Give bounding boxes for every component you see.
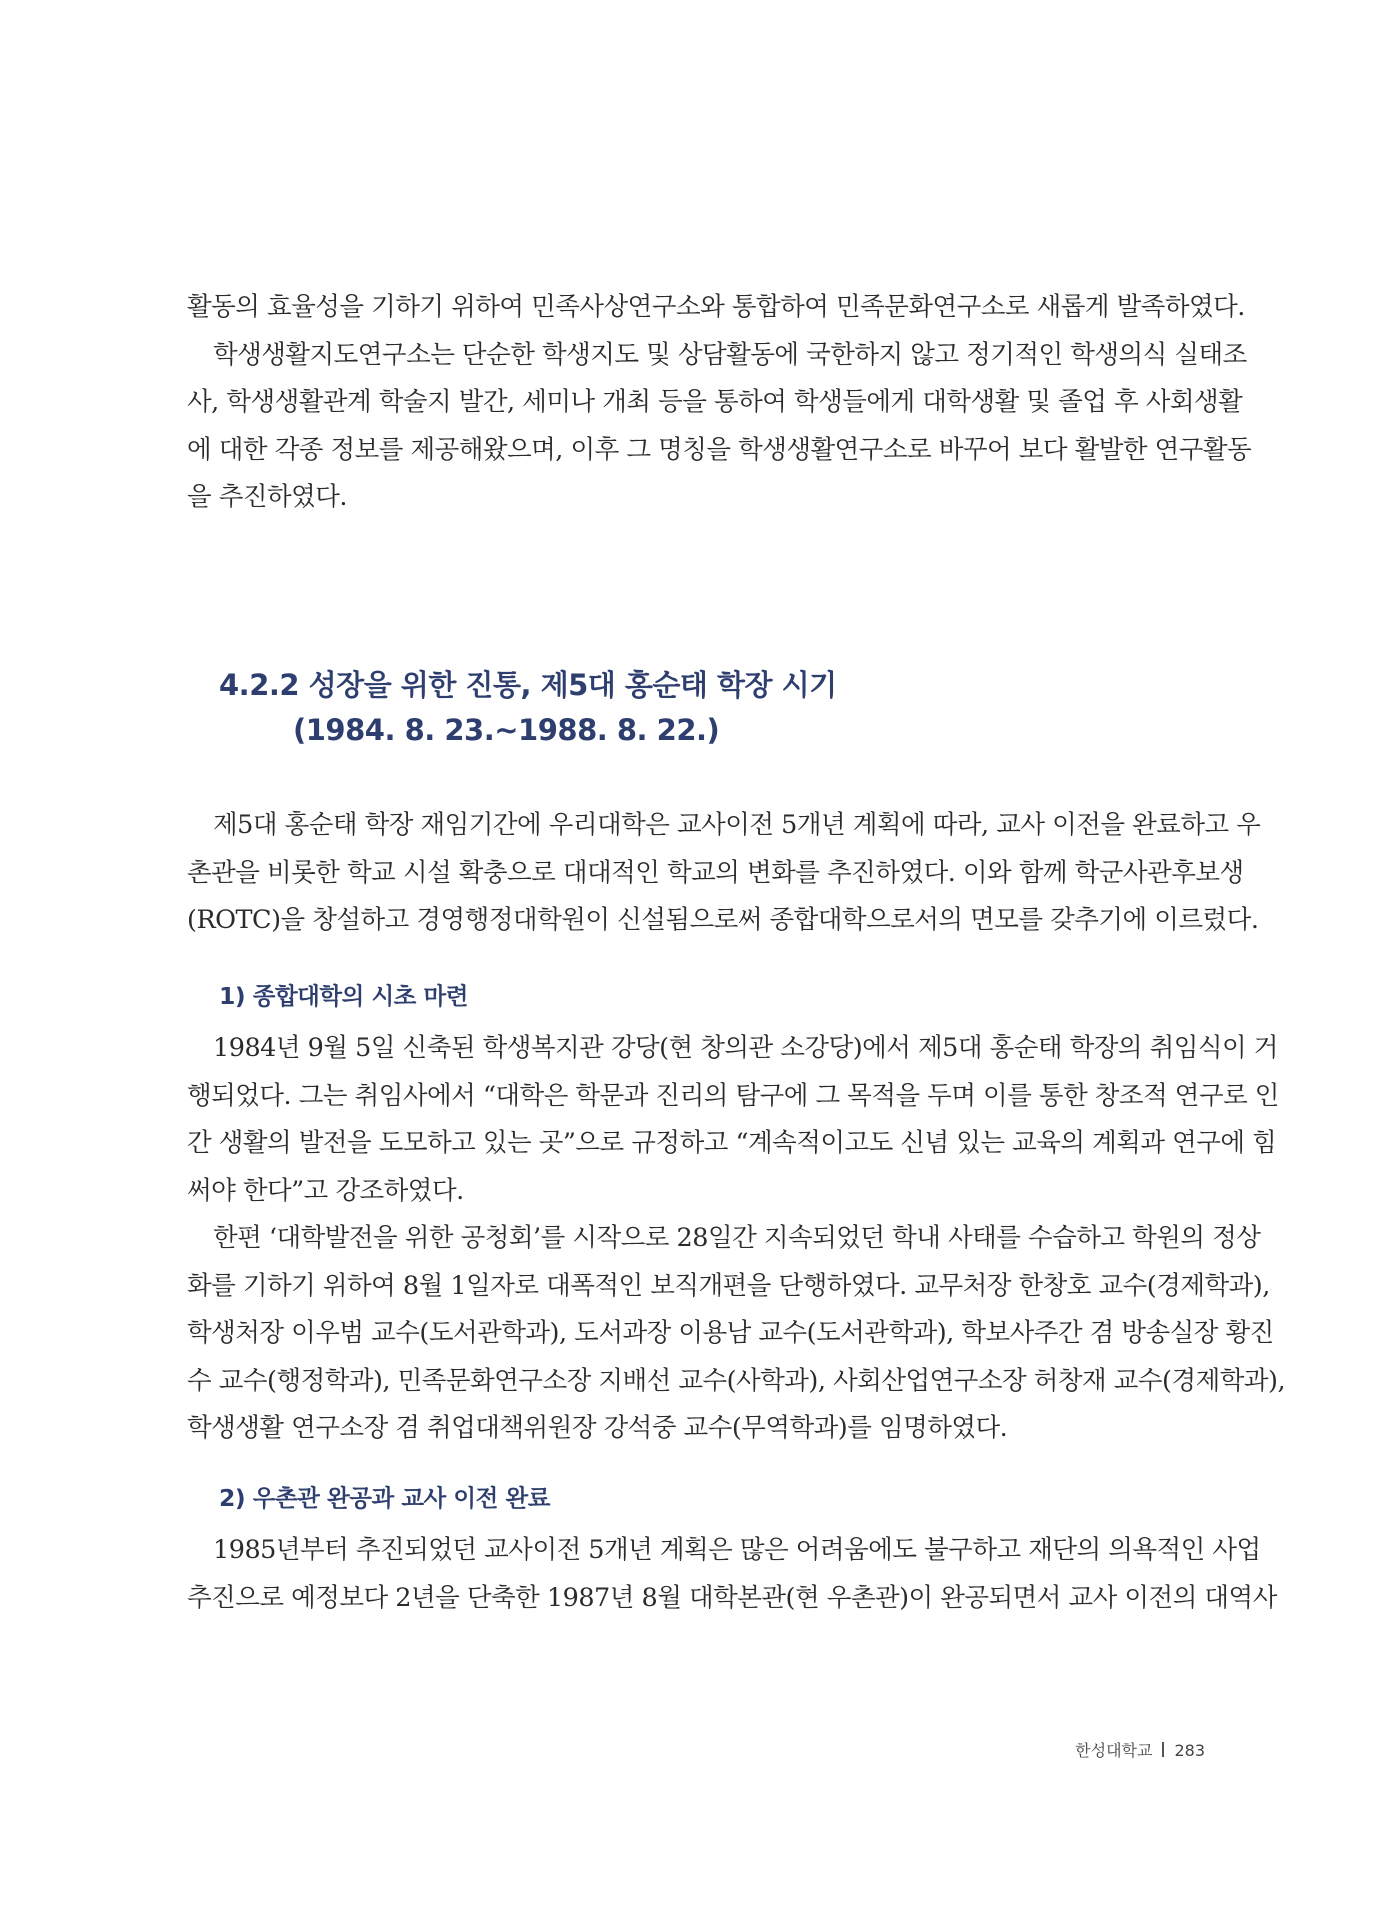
sub1-body — [187, 1025, 1286, 1453]
section-title — [219, 663, 1219, 753]
text-line: 촌관을 비롯한 학교 시설 확충으로 대대적인 학교의 변화를 추진하였다. 이와 함께 학군사관후보생 — [187, 857, 1244, 888]
text-line: 써야 한다”고 강조하였다. — [187, 1175, 464, 1206]
page-number: 283 — [1174, 1741, 1205, 1760]
text-line: (ROTC)을 창설하고 경영행정대학원이 신설됨으로써 종합대학으로서의 면모를 갖추기에 이르렀다. — [187, 905, 1259, 935]
section-title-line2: (1984. 8. 23.~1988. 8. 22.) — [293, 713, 720, 747]
top-paragraph — [187, 284, 1252, 522]
sub-heading-2: 2) 우촌관 완공과 교사 이전 완료 — [219, 1484, 550, 1512]
text-line: 활동의 효율성을 기하기 위하여 민족사상연구소와 통합하여 민족문화연구소로 새롭게 발족하였다. — [187, 292, 1245, 322]
sub-heading-1: 1) 종합대학의 시초 마련 — [219, 982, 468, 1010]
text-line: 학생생활지도연구소는 단순한 학생지도 및 상담활동에 국한하지 않고 정기적인 학생의식 실태조 — [213, 339, 1247, 370]
text-line: 을 추진하였다. — [187, 482, 348, 512]
text-line: 학생처장 이우범 교수(도서관학과), 도서과장 이용남 교수(도서관학과), 학보사주간 겸 방송실장 황진 — [187, 1318, 1274, 1348]
text-line: 추진으로 예정보다 2년을 단축한 1987년 8월 대학본관(현 우촌관)이 완공되면서 교사 이전의 대역사 — [187, 1582, 1277, 1613]
text-line: 1985년부터 추진되었던 교사이전 5개년 계획은 많은 어려움에도 불구하고 재단의 의욕적인 사업 — [213, 1535, 1261, 1565]
section-title-line1: 4.2.2 성장을 위한 진통, 제5대 홍순태 학장 시기 — [219, 668, 837, 702]
text-line: 행되었다. 그는 취임사에서 “대학은 학문과 진리의 탐구에 그 목적을 두며 이를 통한 창조적 연구로 인 — [187, 1080, 1279, 1111]
text-line: 1984년 9월 5일 신축된 학생복지관 강당(현 창의관 소강당)에서 제5대 홍순태 학장의 취임식이 거 — [213, 1033, 1278, 1063]
text-line: 간 생활의 발전을 도모하고 있는 곳”으로 규정하고 “계속적이고도 신념 있는 교육의 계획과 연구에 힘 — [187, 1128, 1277, 1158]
sub2-body — [187, 1527, 1277, 1622]
text-line: 에 대한 각종 정보를 제공해왔으며, 이후 그 명칭을 학생생활연구소로 바꾸어 보다 활발한 연구활동 — [187, 434, 1252, 465]
text-line: 사, 학생생활관계 학술지 발간, 세미나 개최 등을 통하여 학생들에게 대학생활 및 졸업 후 사회생활 — [187, 387, 1243, 417]
text-line: 한편 ‘대학발전을 위한 공청회’를 시작으로 28일간 지속되었던 학내 사태를 수습하고 학원의 정상 — [213, 1223, 1261, 1253]
text-line: 수 교수(행정학과), 민족문화연구소장 지배선 교수(사학과), 사회산업연구소장 허창재 교수(경제학과), — [187, 1365, 1286, 1396]
text-line: 화를 기하기 위하여 8월 1일자로 대폭적인 보직개편을 단행하였다. 교무처장 한창호 교수(경제학과), — [187, 1270, 1270, 1301]
page-footer — [1075, 1738, 1205, 1761]
footer-school-name: 한성대학교 — [1075, 1741, 1153, 1760]
text-line: 제5대 홍순태 학장 재임기간에 우리대학은 교사이전 5개년 계획에 따라, 교사 이전을 완료하고 우 — [213, 810, 1261, 840]
intro-paragraph — [187, 802, 1261, 945]
text-line: 학생생활 연구소장 겸 취업대책위원장 강석중 교수(무역학과)를 임명하였다. — [187, 1413, 1008, 1443]
footer-divider — [1162, 1742, 1164, 1757]
